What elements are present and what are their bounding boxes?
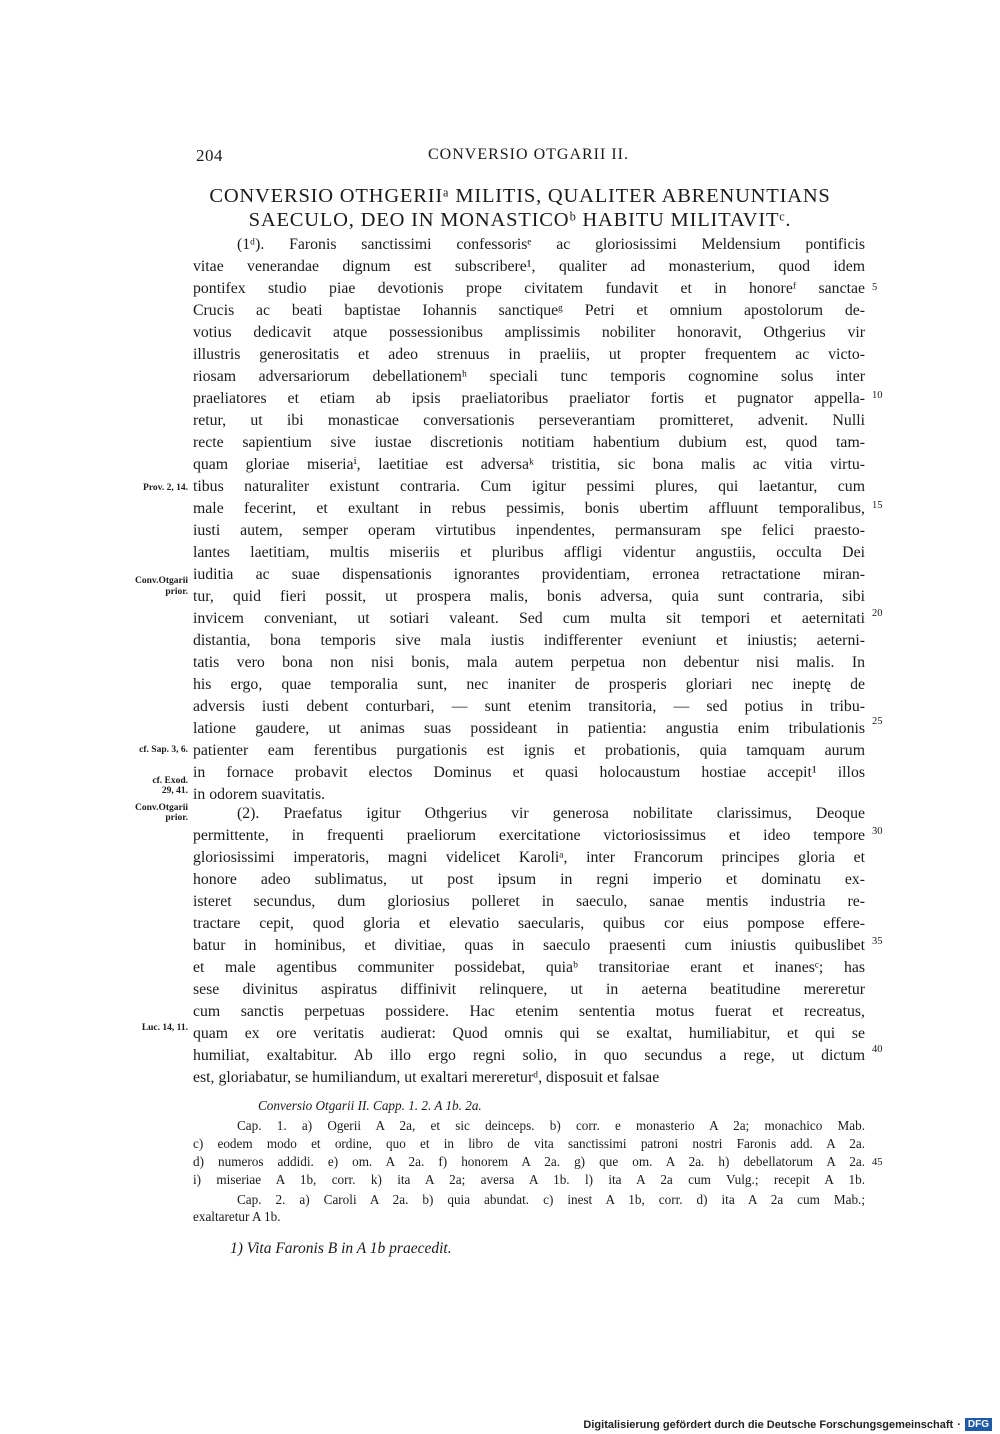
- margin-reference: cf. Exod.: [152, 776, 188, 786]
- text-line: invicem conveniant, ut sotiari valeant. Sed cum multa sit tempori et aeternitati: [193, 610, 865, 627]
- text-line: votius dedicavit atque possessionibus amplissimis nobiliter honoravit, Othgerius vir: [193, 324, 865, 341]
- line-number: 5: [872, 282, 878, 293]
- text-line: gloriosissimi imperatoris, magni videlicet Karoliᵃ, inter Francorum principes gloria et: [193, 849, 865, 866]
- text-line: et male agentibus communiter possidebat, quiaᵇ transitoriae erant et inanesᶜ; has: [193, 959, 865, 976]
- text-line: recte sapientium sive iustae discretionis notitiam habentium dubium est, quod tam-: [193, 434, 865, 451]
- line-number: 20: [872, 608, 883, 619]
- text-line: iusti autem, semper operam virtutibus inpendentes, permansuram spe felici praesto-: [193, 522, 865, 539]
- line-number: 25: [872, 716, 883, 727]
- text-line: tibus naturaliter existunt contraria. Cum igitur pessimi plures, qui laetantur, cum: [193, 478, 865, 495]
- text-line: iuditia ac suae dispensationis ignorantes providentiam, erronea retractatione miran-: [193, 566, 865, 583]
- apparatus-heading: Conversio Otgarii II. Capp. 1. 2. A 1b. 2a.: [258, 1098, 482, 1113]
- footnote: 1) Vita Faronis B in A 1b praecedit.: [230, 1240, 452, 1257]
- text-line: distantia, bona temporis sive mala iustis indifferenter eveniunt et iniustis; aeterni-: [193, 632, 865, 649]
- text-line: humiliat, exaltabitur. Ab illo ergo regni solio, in quo secundus a rege, ut dictum: [193, 1047, 865, 1064]
- apparatus-cap1-line-4: i) miseriae A 1b, corr. k) ita A 2a; aversa A 1b. l) ita A 2a cum Vulg.; recepit A 1b.: [193, 1172, 865, 1187]
- text-line: batur in hominibus, et divitiae, quas in saeculo praesenti cum iniustis quibuslibet: [193, 937, 865, 954]
- running-title: CONVERSIO OTGARII II.: [428, 146, 629, 163]
- apparatus-cap2-line-2: exaltaretur A 1b.: [193, 1209, 281, 1224]
- text-line: in fornace probavit electos Dominus et quasi holocaustum hostiae accepit¹ illos: [193, 764, 865, 781]
- credit-text: Digitalisierung gefördert durch die Deutsche Forschungsgemeinschaft: [583, 1418, 954, 1431]
- dfg-logo: DFG: [965, 1418, 992, 1431]
- text-line: Crucis ac beati baptistae Iohannis sanctiqueᵍ Petri et omnium apostolorum de-: [193, 302, 865, 319]
- text-line: permittente, in frequenti praeliorum exercitatione victoriosissimus et ideo tempore: [193, 827, 865, 844]
- margin-reference: Conv.Otgarii: [134, 803, 188, 813]
- text-line: cum sanctis perpetuas possidere. Hac etenim sententia motus fuerat et recreatus,: [193, 1003, 865, 1020]
- apparatus-cap2-line-1: Cap. 2. a) Caroli A 2a. b) quia abundat. c) inest A 1b, corr. d) ita A 2a cum Mab.;: [237, 1192, 865, 1207]
- margin-reference: Prov. 2, 14.: [143, 483, 188, 493]
- line-number: 30: [872, 826, 883, 837]
- margin-reference: prior.: [165, 587, 188, 597]
- text-line: in odorem suavitatis.: [193, 786, 326, 803]
- margin-reference: 29, 41.: [161, 786, 188, 796]
- text-line: (2). Praefatus igitur Othgerius vir generosa nobilitate clarissimus, Deoque: [237, 805, 865, 822]
- text-line: est, gloriabatur, se humiliandum, ut exaltari merereturᵈ, disposuit et falsae: [193, 1069, 660, 1086]
- text-line: pontifex studio piae devotionis prope civitatem fundavit et in honoreᶠ sanctae: [193, 280, 865, 297]
- digitization-credit: Digitalisierung gefördert durch die Deutsche Forschungsgemeinschaft · DFG: [583, 1418, 992, 1431]
- text-line: quam ex ore veritatis audierat: Quod omnis qui se exaltat, humiliabitur, et qui se: [193, 1025, 865, 1042]
- apparatus-cap1-line-1: Cap. 1. a) Ogerii A 2a, et sic deinceps. b) corr. e monasterio A 2a; monachico Mab.: [237, 1118, 865, 1133]
- line-number: 10: [872, 390, 883, 401]
- margin-reference: Conv.Otgarii: [134, 576, 188, 586]
- text-line: patienter eam ferentibus purgationis est ignis et probationis, quia tamquam aurum: [193, 742, 865, 759]
- text-line: retur, ut ibi monasticae conversationis perseverantiam promitteret, advenit. Nulli: [193, 412, 865, 429]
- text-line: tractare cepit, quod gloria et elevatio saecularis, quibus cor eius pompose effere-: [193, 915, 865, 932]
- chapter-title-line-2: SAECULO, DEO IN MONASTICOᵇ HABITU MILITAVITᶜ.: [248, 209, 792, 231]
- text-line: tatis vero bona non nisi bonis, mala autem perpetua non debentur nisi malis. In: [193, 654, 865, 671]
- chapter-title-line-1: CONVERSIO OTHGERIIᵃ MILITIS, QUALITER ABRENUNTIANS: [209, 185, 831, 207]
- text-line: his ergo, quae temporalia sunt, nec inaniter de prosperis gloriari nec ineptę de: [193, 676, 865, 693]
- line-number: 35: [872, 936, 883, 947]
- text-line: male fecerint, et exultant in rebus pessimis, bonis ubertim affluunt temporalibus,: [193, 500, 865, 517]
- text-line: sese divinitus aspiratus diffinivit relinquere, ut in aeterna beatitudine mereretur: [193, 981, 865, 998]
- line-number: 45: [872, 1157, 883, 1168]
- text-line: (1ᵈ). Faronis sanctissimi confessorisᵉ ac gloriosissimi Meldensium pontificis: [237, 236, 865, 253]
- page-number: 204: [196, 146, 223, 165]
- text-line: honore adeo sublimatus, ut post ipsum in regni imperio et dominatu ex-: [193, 871, 865, 888]
- text-line: tur, quid fieri possit, ut prospera malis, bonis adversa, quia sunt contraria, sibi: [193, 588, 865, 605]
- text-line: illustris generositatis et adeo strenuus in praeliis, ut propter frequentem ac victo-: [193, 346, 865, 363]
- text-line: latione gaudere, ut animas suas possideant in patientia: angustia enim tribulationis: [193, 720, 865, 737]
- apparatus-cap1-line-3: d) numeros addidi. e) om. A 2a. f) honorem A 2a. g) que om. A 2a. h) debellatorum A 2a.: [193, 1154, 865, 1169]
- margin-reference: Luc. 14, 11.: [141, 1023, 188, 1033]
- text-line: adversis iusti debent conturbari, — sunt etenim transitoria, — sed potius in tribu-: [193, 698, 865, 715]
- margin-reference: prior.: [165, 813, 188, 823]
- line-number: 40: [872, 1044, 883, 1055]
- text-line: praeliatores et etiam ab ipsis praeliatoribus praeliator fortis et pugnator appella-: [193, 390, 865, 407]
- line-number: 15: [872, 500, 883, 511]
- text-line: isteret secundus, dum gloriosius polleret in saeculo, sanae mentis industria re-: [193, 893, 865, 910]
- text-line: quam gloriae miseriaⁱ, laetitiae est adversaᵏ tristitia, sic bona malis ac vitia virtu-: [193, 456, 865, 473]
- apparatus-cap1-line-2: c) eodem modo et ordine, quo et in libro de vita sanctissimi patroni nostri Faronis add. A 2a.: [193, 1136, 865, 1151]
- text-line: vitae venerandae dignum est subscribere¹, qualiter ad monasterium, quod idem: [193, 258, 865, 275]
- text-line: lantes laetitiam, multis miseriis et pluribus affligi videntur angustiis, occulta Dei: [193, 544, 865, 561]
- margin-reference: cf. Sap. 3, 6.: [139, 745, 188, 755]
- text-line: riosam adversariorum debellationemʰ speciali tunc temporis cognomine solus inter: [193, 368, 865, 385]
